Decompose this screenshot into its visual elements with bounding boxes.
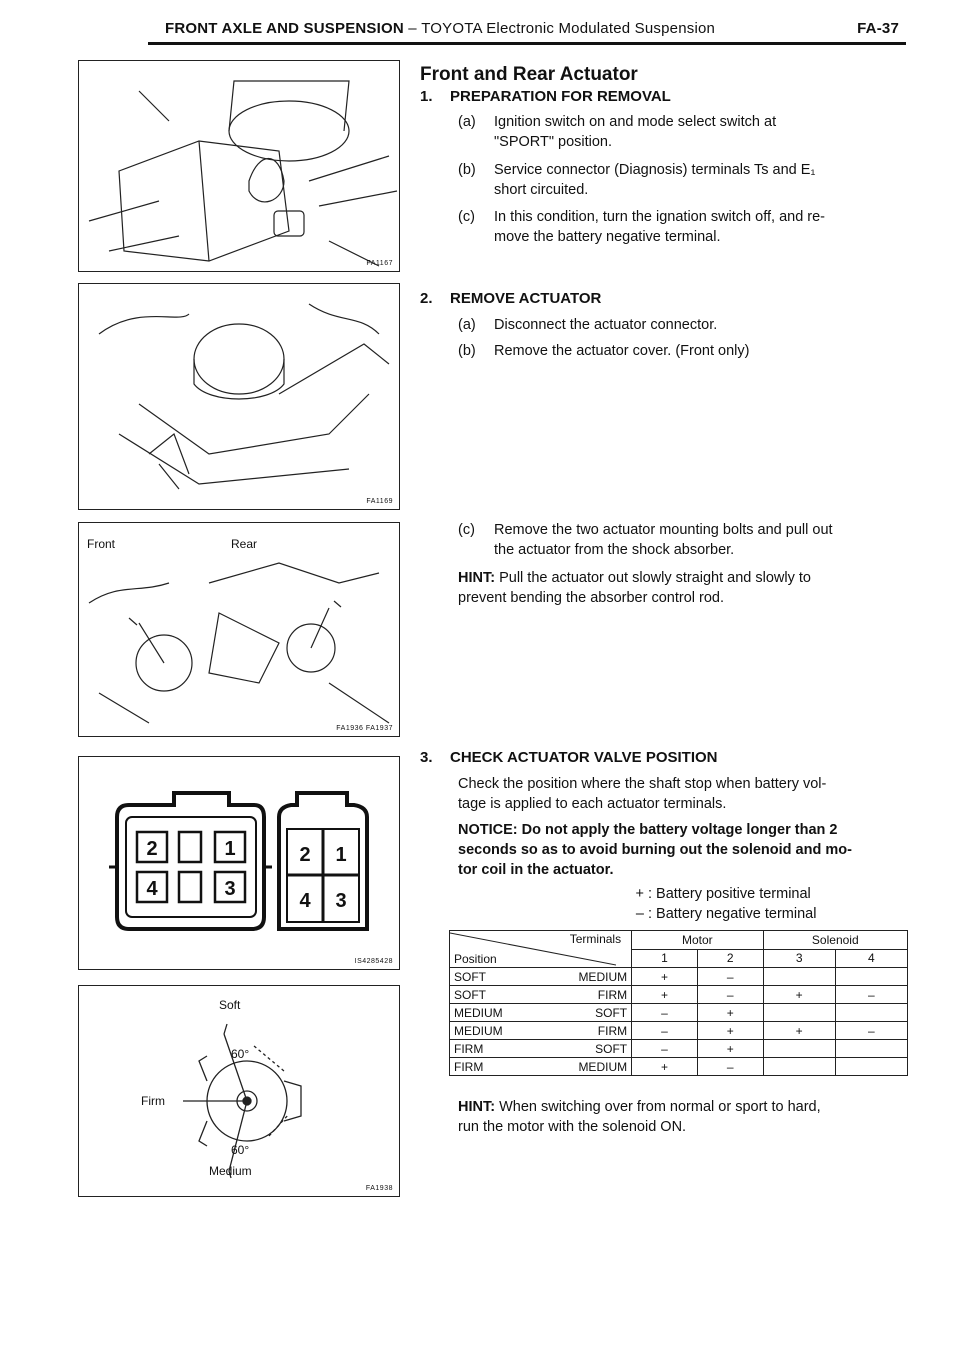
value-cell: + — [632, 986, 698, 1004]
header-rule — [148, 42, 906, 45]
step-1b — [458, 160, 918, 205]
step-2c — [458, 520, 918, 564]
step-title: PREPARATION FOR REMOVAL — [450, 88, 671, 105]
table-corner-cell — [450, 931, 632, 968]
value-cell: + — [697, 1040, 763, 1058]
from-state: FIRM — [454, 1041, 484, 1056]
terminal-b-1: 1 — [335, 844, 347, 866]
item-line: "SPORT" position. — [494, 134, 613, 150]
figure-code: FA1938 — [365, 1185, 393, 1192]
terminal-header: 4 — [835, 949, 907, 968]
intro-line: Check the position where the shaft stop when battery vol- — [458, 776, 827, 792]
step-3-intro — [458, 774, 918, 814]
value-cell: + — [763, 986, 835, 1004]
table-header-row — [450, 931, 908, 950]
page-number: FA-37 — [857, 20, 899, 37]
hint-line: When switching over from normal or sport to hard, — [499, 1099, 821, 1115]
terminal-header: 3 — [763, 949, 835, 968]
terminal-b-2: 2 — [299, 844, 311, 866]
value-cell — [763, 1004, 835, 1022]
item-line: Remove the two actuator mounting bolts and pull out — [494, 522, 833, 538]
legend-symbol: + : — [635, 886, 652, 902]
terminal-b-3: 3 — [335, 890, 347, 912]
notice-line: tor coil in the actuator. — [458, 862, 614, 878]
hint-line: Pull the actuator out slowly straight and slowly to — [499, 570, 811, 586]
value-cell: + — [632, 1058, 698, 1076]
figure-actuator-removal-photo — [78, 522, 400, 737]
figure-valve-positions — [78, 985, 400, 1197]
value-cell — [763, 1040, 835, 1058]
step-3-notice — [458, 820, 918, 880]
from-state: FIRM — [454, 1059, 484, 1074]
legend-text: Battery positive terminal — [656, 886, 811, 902]
terminal-a-4: 4 — [146, 878, 158, 900]
item-line: In this condition, turn the ignation switch off, and re- — [494, 209, 826, 225]
item-line: Disconnect the actuator connector. — [494, 317, 718, 333]
item-label: (c) — [458, 522, 475, 538]
step-number: 1. — [420, 88, 433, 105]
group-motor: Motor — [632, 931, 763, 950]
item-label: (c) — [458, 209, 475, 225]
to-state: MEDIUM — [578, 969, 628, 984]
notice-line: Do not apply the battery voltage longer than 2 — [521, 822, 838, 838]
step-1-heading — [420, 88, 671, 105]
step-number: 2. — [420, 290, 433, 307]
figure-actuator-cover-photo — [78, 283, 400, 510]
to-state: SOFT — [595, 1005, 628, 1020]
notice-label: NOTICE: — [458, 822, 518, 838]
value-cell — [763, 1058, 835, 1076]
to-state: FIRM — [597, 987, 628, 1002]
table-row — [450, 1022, 908, 1040]
notice-line: seconds so as to avoid burning out the solenoid and mo- — [458, 842, 852, 858]
value-cell: – — [835, 1022, 907, 1040]
hint-line: run the motor with the solenoid ON. — [458, 1119, 687, 1135]
figure-code: FA1169 — [366, 498, 393, 505]
item-line: the actuator from the shock absorber. — [494, 542, 735, 558]
value-cell: – — [632, 1022, 698, 1040]
from-state: SOFT — [454, 987, 486, 1002]
step-number: 3. — [420, 749, 433, 766]
item-line: Service connector (Diagnosis) terminals Ts and E₁ — [494, 162, 816, 178]
angle-label-top: 60° — [231, 1047, 250, 1061]
position-cell — [450, 1004, 632, 1022]
hint-label: HINT: — [458, 570, 496, 586]
value-cell: – — [835, 986, 907, 1004]
figure-code: IS4285428 — [354, 958, 393, 965]
legend-text: Battery negative terminal — [656, 906, 817, 922]
header-subtitle: TOYOTA Electronic Modulated Suspension — [421, 20, 716, 37]
from-state: MEDIUM — [454, 1005, 503, 1020]
figure-code: FA1936 FA1937 — [336, 725, 393, 732]
figure-code: FA1167 — [366, 260, 393, 267]
section-title: Front and Rear Actuator — [420, 64, 638, 85]
label-front: Front — [87, 537, 116, 551]
value-cell: + — [697, 1022, 763, 1040]
corner-position: Position — [454, 952, 497, 966]
from-state: SOFT — [454, 969, 486, 984]
hint-line: prevent bending the absorber control rod. — [458, 590, 725, 606]
item-label: (a) — [458, 317, 476, 333]
step-2a — [458, 315, 918, 337]
item-label: (b) — [458, 343, 476, 359]
step-2-hint — [458, 568, 918, 608]
table-row — [450, 1040, 908, 1058]
table-row — [450, 1058, 908, 1076]
value-cell — [835, 1040, 907, 1058]
engine-bay-illustration — [79, 61, 399, 271]
from-state: MEDIUM — [454, 1023, 503, 1038]
value-cell: – — [697, 968, 763, 986]
label-medium: Medium — [209, 1164, 252, 1178]
valve-angle-diagram — [79, 986, 399, 1196]
step-title: REMOVE ACTUATOR — [450, 290, 602, 307]
step-1a — [458, 112, 918, 157]
step-2b — [458, 341, 918, 363]
to-state: SOFT — [595, 1041, 628, 1056]
front-rear-actuator-illustration — [79, 523, 399, 736]
step-2-heading — [420, 290, 601, 307]
header-dash: – — [408, 20, 417, 37]
position-cell — [450, 1040, 632, 1058]
label-soft: Soft — [219, 998, 241, 1012]
terminal-a-2: 2 — [146, 838, 158, 860]
step-3-hint — [458, 1097, 918, 1137]
item-label: (a) — [458, 114, 476, 130]
value-cell: – — [697, 986, 763, 1004]
table-row — [450, 968, 908, 986]
terminal-header: 1 — [632, 949, 698, 968]
corner-terminals: Terminals — [569, 932, 622, 946]
page-header — [165, 20, 905, 40]
value-cell: – — [632, 1040, 698, 1058]
header-section: FRONT AXLE AND SUSPENSION — [165, 20, 404, 37]
terminal-legend — [618, 884, 816, 924]
value-cell — [835, 968, 907, 986]
label-rear: Rear — [231, 537, 258, 551]
position-cell — [450, 1058, 632, 1076]
step-3-heading — [420, 749, 718, 766]
value-cell: – — [697, 1058, 763, 1076]
terminal-header: 2 — [697, 949, 763, 968]
position-cell — [450, 1022, 632, 1040]
terminal-b-4: 4 — [299, 890, 311, 912]
table-row — [450, 986, 908, 1004]
terminal-connector-diagram — [79, 757, 399, 969]
group-solenoid: Solenoid — [763, 931, 907, 950]
legend-symbol: – : — [635, 906, 652, 922]
item-line: Ignition switch on and mode select switch at — [494, 114, 777, 130]
value-cell: + — [632, 968, 698, 986]
to-state: FIRM — [597, 1023, 628, 1038]
actuator-cover-illustration — [79, 284, 399, 509]
terminal-a-3: 3 — [224, 878, 236, 900]
table-row — [450, 1004, 908, 1022]
figure-actuator-terminals — [78, 756, 400, 970]
value-cell: + — [697, 1004, 763, 1022]
value-cell: + — [763, 1022, 835, 1040]
value-cell — [835, 1058, 907, 1076]
hint-label: HINT: — [458, 1099, 496, 1115]
item-line: move the battery negative terminal. — [494, 229, 721, 245]
intro-line: tage is applied to each actuator terminals. — [458, 796, 727, 812]
actuator-position-table — [449, 930, 908, 1076]
position-cell — [450, 968, 632, 986]
position-cell — [450, 986, 632, 1004]
step-title: CHECK ACTUATOR VALVE POSITION — [450, 749, 718, 766]
figure-actuator-connector-photo — [78, 60, 400, 272]
terminal-a-1: 1 — [224, 838, 236, 860]
item-label: (b) — [458, 162, 476, 178]
step-1c — [458, 207, 918, 252]
angle-label-bottom: 60° — [231, 1143, 250, 1157]
value-cell: – — [632, 1004, 698, 1022]
value-cell — [835, 1004, 907, 1022]
item-line: short circuited. — [494, 182, 589, 198]
label-firm: Firm — [141, 1094, 165, 1108]
value-cell — [763, 968, 835, 986]
item-line: Remove the actuator cover. (Front only) — [494, 343, 750, 359]
to-state: MEDIUM — [578, 1059, 628, 1074]
